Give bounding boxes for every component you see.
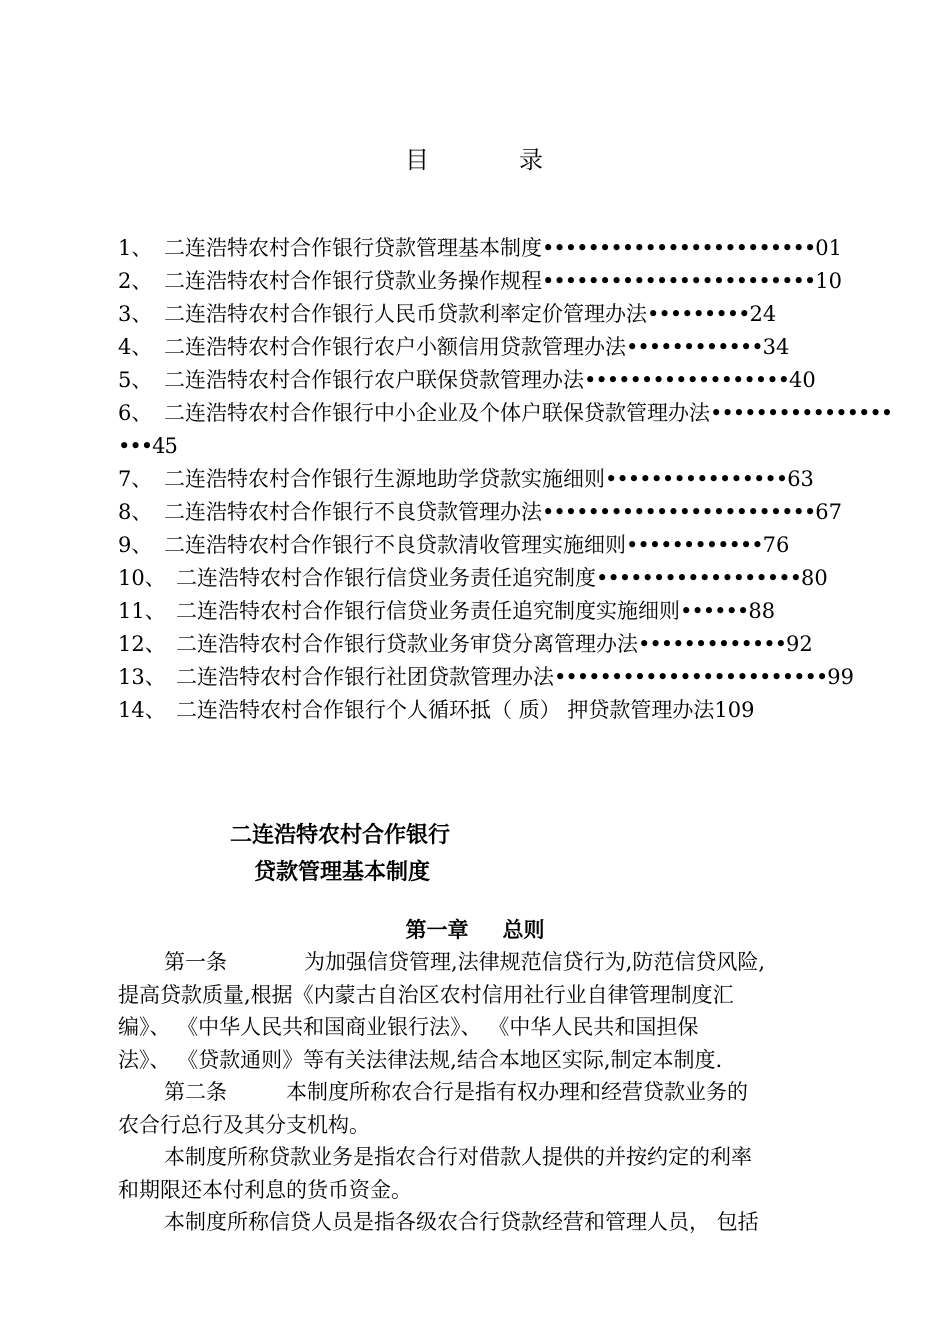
toc-entry[interactable] [118,265,843,298]
article-1-line: 编》、 《中华人民共和国商业银行法》、 《中华人民共和国担保 [118,1015,699,1039]
toc-entry-page: 109 [714,698,755,722]
toc-entry-number: 12、 [118,632,166,656]
toc-entry[interactable] [118,496,843,529]
toc-entry-page: 80 [800,566,828,590]
toc-entry-leader: •••••••••••• [626,533,763,557]
toc-entry-continuation[interactable] [118,430,838,463]
toc-entry-title: 二连浩特农村合作银行不良贷款管理办法 [164,500,542,524]
toc-entry-page: 63 [787,467,814,491]
toc-entry-title: 二连浩特农村合作银行农户小额信用贷款管理办法 [164,335,626,359]
toc-entry-title: 二连浩特农村合作银行农户联保贷款管理办法 [164,368,584,392]
toc-entry-title: 二连浩特农村合作银行生源地助学贷款实施细则 [164,467,605,491]
toc-entry-number: 1、 [118,236,153,260]
paragraph-line: 本制度所称贷款业务是指农合行对借款人提供的并按约定的利率 [164,1145,752,1169]
article-1-line: 提高贷款质量,根据《内蒙古自治区农村信用社行业自律管理制度汇 [118,982,734,1007]
body-text [118,946,834,1239]
paragraph-line: 本制度所称信贷人员是指各级农合行贷款经营和管理人员， 包括 [164,1210,759,1234]
toc-entry[interactable] [118,694,838,727]
toc-entry-leader: ••••••••••••• [638,632,787,656]
toc-entry-leader: •••••••••••••••••••••••• [542,269,816,293]
toc-entry-leader: •••••••••••• [626,335,763,359]
toc-entry-title: 二连浩特农村合作银行社团贷款管理办法 [176,665,554,689]
table-of-contents [118,232,893,727]
document-title-line-2: 贷款管理基本制度 [254,860,431,885]
toc-entry-leader: •••••••••••••••• [605,467,788,491]
toc-entry-number: 4、 [118,335,153,359]
toc-entry-title: 二连浩特农村合作银行贷款管理基本制度 [164,236,542,260]
article-2-line [118,1076,834,1109]
toc-entry[interactable] [118,463,838,496]
document-title-line-1: 二连浩特农村合作银行 [230,823,451,848]
toc-entry-page: 34 [762,335,790,359]
toc-entry[interactable] [118,298,838,331]
article-2-text: 本制度所称农合行是指有权办理和经营贷款业务的 [286,1080,748,1104]
toc-entry-leader: •••••••••••••••••••••••• [542,500,816,524]
article-2-label: 第二条 [164,1080,227,1104]
toc-entry-page: 24 [749,302,777,326]
toc-entry-title: 二连浩特农村合作银行个人循环抵（ 质） 押贷款管理办法 [176,698,715,722]
toc-entry-page: 99 [827,665,855,689]
toc-entry-leader: ••••••••• [647,302,750,326]
toc-entry-title: 二连浩特农村合作银行不良贷款清收管理实施细则 [164,533,626,557]
toc-entry-leader: •••••• [680,599,749,623]
toc-entry-number: 10、 [118,566,166,590]
toc-entry-number: 11、 [118,599,166,623]
toc-entry-title: 二连浩特农村合作银行信贷业务责任追究制度实施细则 [176,599,680,623]
toc-heading [0,140,950,175]
toc-entry-leader: •••••••••••••••••••••••• [542,236,816,260]
toc-entry[interactable] [118,364,838,397]
toc-entry-page: 76 [762,533,790,557]
article-2-line: 农合行总行及其分支机构。 [118,1112,370,1137]
toc-entry-number: 3、 [118,302,153,326]
article-1-label: 第一条 [164,950,227,974]
chapter-heading [0,914,950,944]
article-1-line: 法》、 《贷款通则》等有关法律法规,结合本地区实际,制定本制度. [118,1047,723,1072]
toc-entry-title: 二连浩特农村合作银行信贷业务责任追究制度 [176,566,596,590]
toc-entry[interactable] [118,661,855,694]
paragraph-line: 和期限还本付利息的货币资金。 [118,1177,412,1202]
toc-entry[interactable] [118,529,838,562]
toc-entry[interactable] [118,562,838,595]
toc-entry[interactable] [118,232,843,265]
toc-entry[interactable] [118,628,838,661]
toc-entry-number: 13、 [118,665,166,689]
toc-entry-leader: •••••••••••••••••• [596,566,801,590]
toc-entry-leader: •••••••••••••••••• [584,368,789,392]
toc-entry[interactable] [118,397,893,430]
article-1-text: 为加强信贷管理,法律规范信贷行为,防范信贷风险, [304,950,766,974]
toc-entry-leader: •••••••••••••••• [710,401,893,425]
toc-entry-page: 67 [815,500,843,524]
toc-entry-number: 5、 [118,368,153,392]
chapter-name: 总则 [502,918,545,942]
document-title [230,818,450,886]
toc-entry-number: 8、 [118,500,153,524]
toc-entry-page: 01 [815,236,843,260]
toc-heading-char-2: 录 [519,146,545,174]
toc-entry-page: 10 [815,269,843,293]
toc-entry-number: 14、 [118,698,166,722]
toc-entry-number: 7、 [118,467,153,491]
article-1-line [118,946,834,979]
toc-entry[interactable] [118,595,838,628]
toc-entry-number: 6、 [118,401,153,425]
chapter-number: 第一章 [405,918,469,942]
toc-entry-page: •••45 [118,434,177,458]
toc-entry-number: 2、 [118,269,153,293]
toc-entry-leader: •••••••••••••••••••••••• [554,665,828,689]
toc-entry-number: 9、 [118,533,153,557]
toc-heading-char-1: 目 [405,146,431,174]
toc-entry[interactable] [118,331,838,364]
toc-entry-page: 88 [748,599,776,623]
toc-entry-title: 二连浩特农村合作银行人民币贷款利率定价管理办法 [164,302,647,326]
toc-entry-title: 二连浩特农村合作银行贷款业务操作规程 [164,269,542,293]
toc-entry-page: 40 [788,368,816,392]
toc-entry-page: 92 [786,632,813,656]
toc-entry-title: 二连浩特农村合作银行中小企业及个体户联保贷款管理办法 [164,401,710,425]
toc-entry-title: 二连浩特农村合作银行贷款业务审贷分离管理办法 [176,632,638,656]
